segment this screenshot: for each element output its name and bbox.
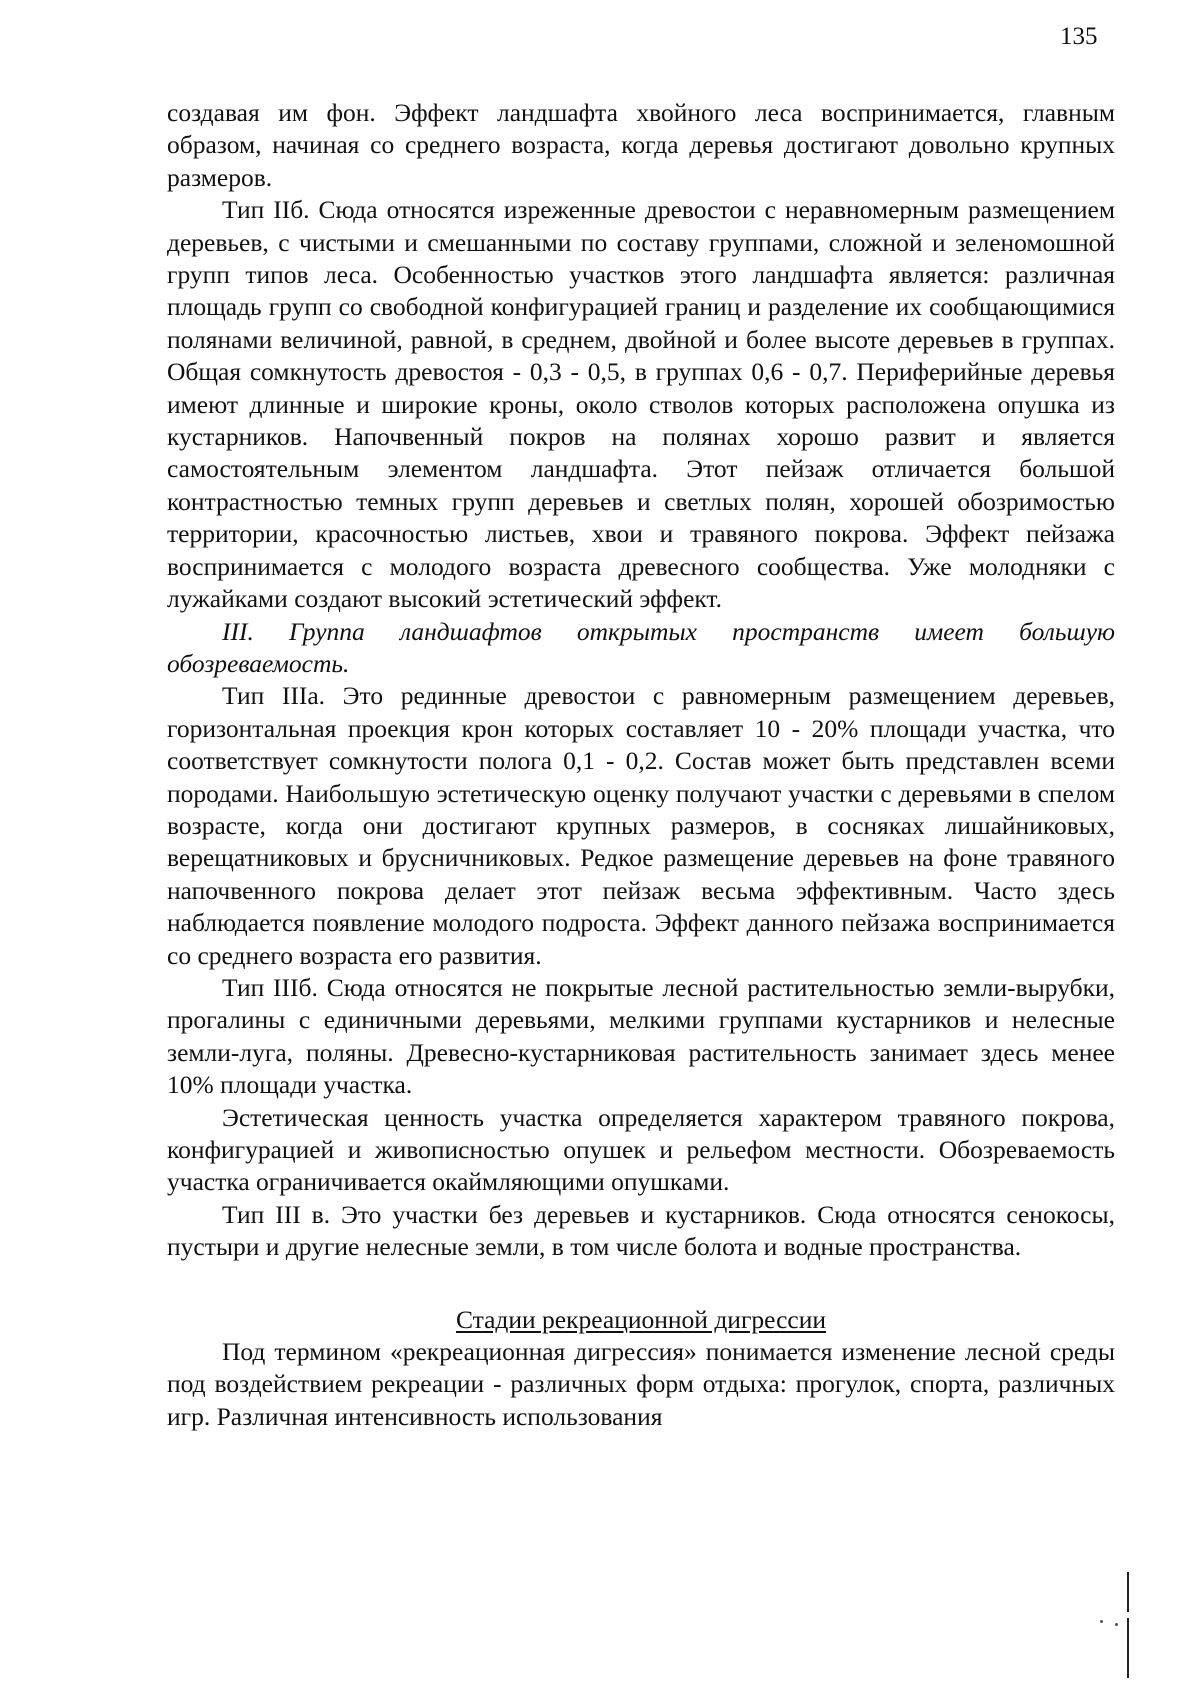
- page-body: [167, 97, 1115, 1433]
- paragraph-group-3: III. Группа ландшафтов открытых пространств имеет большую обозреваемость.: [167, 616, 1115, 678]
- paragraph-type-3v: Тип III в. Это участки без деревьев и кустарников. Сюда относятся сенокосы, пустыри и другие нелесные земли, в том числе болота и водные пространства.: [167, 1199, 1115, 1262]
- page-number: 135: [1060, 23, 1098, 50]
- scan-speck: [1100, 1620, 1103, 1623]
- scan-margin-line: [1127, 1618, 1129, 1678]
- paragraph-aesthetic-value: Эстетическая ценность участка определяется характером травяного покрова, конфигурацией и живописностью опушек и рельефом местности. Обозреваемость участка ограничивается окаймляющими опушками.: [167, 1102, 1115, 1197]
- paragraph-type-3b: Тип IIIб. Сюда относятся не покрытые лесной растительностью земли-вырубки, прогалины с единичными деревьями, мелкими группами кустарников и нелесные земли-луга, поляны. Древесно-кустарниковая растительность занимает здесь менее 10% площади участка.: [167, 972, 1115, 1100]
- scan-margin-line: [1127, 1572, 1129, 1612]
- paragraph-intro: создавая им фон. Эффект ландшафта хвойного леса воспринимается, главным образом, начиная со среднего возраста, когда деревья достигают довольно крупных размеров.: [167, 98, 1115, 192]
- scan-speck: [1115, 1623, 1118, 1626]
- paragraph-type-3a: Тип IIIа. Это рединные древостои с равномерным размещением деревьев, горизонтальная проекция крон которых составляет 10 - 20% площади участка, что соответствует сомкнутости полога 0,1 - 0,2. Состав может быть представлен всеми породами. Наибольшую эстетическую оценку получают участки с деревьями в спелом возрасте, когда они достигают крупных размеров, в сосняках лишайниковых, верещатниковых и брусничниковых. Редкое размещение деревьев на фоне травяного напочвенного покрова делает этот пейзаж весьма эффективным. Часто здесь наблюдается появление молодого подроста. Эффект данного пейзажа воспринимается со среднего возраста его развития.: [167, 681, 1115, 970]
- paragraph-digression: Под термином «рекреационная дигрессия» понимается изменение лесной среды под воздействием рекреации - различных форм отдыха: прогулок, спорта, различных игр. Различная интенсивность использования: [167, 1337, 1115, 1431]
- section-heading: Стадии рекреационной дигрессии: [455, 1304, 827, 1334]
- paragraph-type-2b: Тип IIб. Сюда относятся изреженные древостои с неравномерным размещением деревьев, с чистыми и смешанными по составу группами, сложной и зеленомошной групп типов леса. Особенностью участков этого ландшафта является: различная площадь групп со свободной конфигурацией границ и разделение их сообщающимися полянами величиной, равной, в среднем, двойной и более высоте деревьев в группах. Общая сомкнутость древостоя - 0,3 - 0,5, в группах 0,6 - 0,7. Периферийные деревья имеют длинные и широкие кроны, около стволов которых расположена опушка из кустарников. Напочвенный покров на полянах хорошо развит и является самостоятельным элементом ландшафта. Этот пейзаж отличается большой контрастностью темных групп деревьев и светлых полян, хорошей обозримостью территории, красочностью листьев, хвои и травяного покрова. Эффект пейзажа воспринимается с молодого возраста древесного сообщества. Уже молодняки с лужайками создают высокий эстетический эффект.: [167, 195, 1115, 614]
